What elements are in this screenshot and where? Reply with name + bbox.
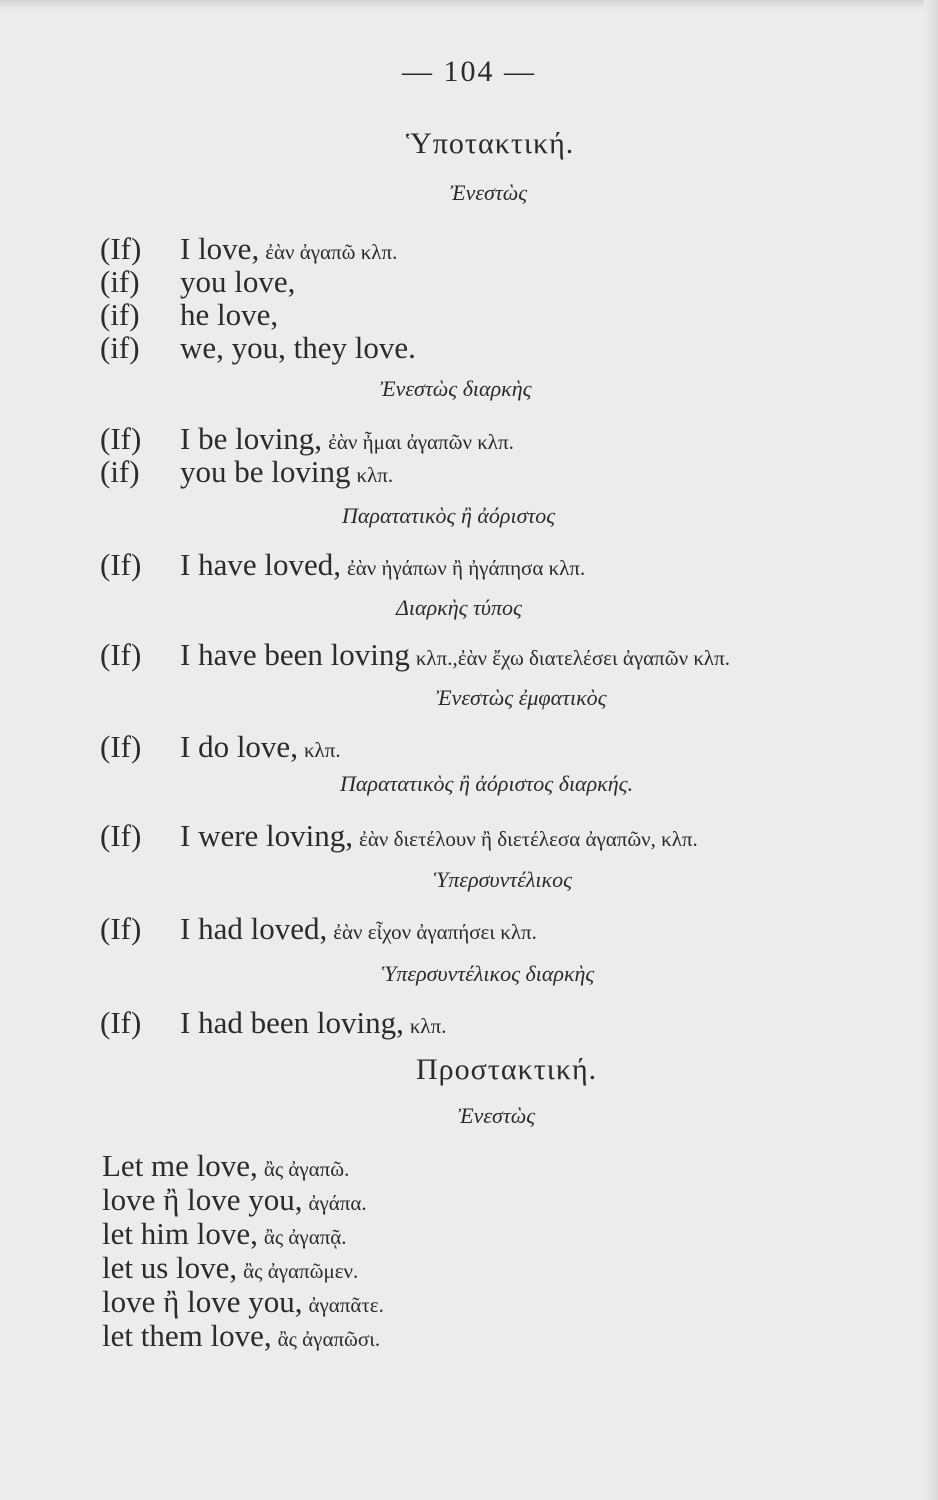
tense-heading-present-emphatic: Ἐνεστὼς ἐμφατικὸς bbox=[436, 685, 607, 710]
condition-label: (If) bbox=[100, 729, 142, 764]
condition-label: (if) bbox=[100, 297, 140, 332]
english-form: love ἢ love you, bbox=[102, 1284, 303, 1319]
greek-form: ἀγάπα. bbox=[308, 1191, 367, 1215]
tense-heading-imperfect-aorist-continuous: Παρατατικὸς ἢ ἀόριστος διαρκής. bbox=[340, 771, 634, 796]
greek-form: κλπ. bbox=[356, 463, 394, 487]
english-form: I had been loving, bbox=[180, 1005, 404, 1040]
english-form: let them love, bbox=[102, 1318, 272, 1353]
condition-label: (If) bbox=[100, 637, 142, 672]
greek-form: κλπ.,ἐὰν ἔχω διατελέσει ἀγαπῶν κλπ. bbox=[415, 646, 730, 670]
condition-label: (If) bbox=[100, 547, 142, 582]
english-form: I have loved, bbox=[180, 547, 341, 582]
conjugation-row bbox=[100, 330, 416, 366]
english-form: I love, bbox=[180, 231, 260, 266]
imperative-row bbox=[102, 1182, 367, 1218]
tense-heading-pluperfect: Ὑπερσυντέλικος bbox=[434, 867, 573, 892]
tense-heading-pluperfect-continuous: Ὑπερσυντέλικος διαρκὴς bbox=[382, 961, 595, 986]
conjugation-row bbox=[100, 637, 730, 676]
imperative-row bbox=[102, 1148, 349, 1184]
english-form: Let me love, bbox=[102, 1148, 258, 1183]
imperative-row bbox=[102, 1250, 358, 1286]
english-form: he love, bbox=[180, 297, 279, 332]
greek-form: ἐὰν ἦμαι ἀγαπῶν κλπ. bbox=[328, 430, 514, 454]
condition-label: (If) bbox=[100, 818, 142, 853]
imperative-row bbox=[102, 1284, 384, 1320]
conjugation-row bbox=[100, 911, 537, 950]
greek-form: κλπ. bbox=[303, 738, 341, 762]
subjunctive-heading: Ὑποτακτική. bbox=[406, 127, 575, 160]
condition-label: (if) bbox=[100, 330, 140, 365]
tense-heading-present: Ἐνεστὼς bbox=[450, 180, 528, 205]
greek-form: ἂς ἀγαπῶμεν. bbox=[243, 1259, 359, 1283]
english-form: we, you, they love. bbox=[180, 330, 416, 365]
conjugation-row bbox=[100, 547, 585, 586]
tense-heading-present-continuous: Ἐνεστὼς διαρκὴς bbox=[380, 376, 532, 401]
english-form: you love, bbox=[180, 264, 296, 299]
english-form: love ἢ love you, bbox=[102, 1182, 303, 1217]
condition-label: (if) bbox=[100, 264, 140, 299]
condition-label: (If) bbox=[100, 1005, 142, 1040]
english-form: I had loved, bbox=[180, 911, 328, 946]
greek-form: ἐὰν ἠγάπων ἢ ἠγάπησα κλπ. bbox=[346, 556, 586, 580]
tense-heading-imperfect-aorist: Παρατατικὸς ἢ ἀόριστος bbox=[342, 503, 556, 528]
conjugation-row bbox=[100, 297, 278, 333]
imperative-heading: Προστακτική. bbox=[416, 1053, 598, 1086]
english-form: let us love, bbox=[102, 1250, 238, 1285]
tense-heading-continuous-form: Διαρκὴς τύπος bbox=[396, 595, 522, 620]
english-form: I do love, bbox=[180, 729, 298, 764]
english-form: I were loving, bbox=[180, 818, 354, 853]
condition-label: (If) bbox=[100, 421, 142, 456]
english-form: you be loving bbox=[180, 454, 351, 489]
greek-form: ἂς ἀγαπῶ. bbox=[263, 1157, 350, 1181]
conjugation-row bbox=[100, 264, 295, 300]
greek-form: ἀγαπᾶτε. bbox=[308, 1293, 384, 1317]
greek-form: ἂς ἀγαπᾷ. bbox=[263, 1225, 347, 1249]
english-form: let him love, bbox=[102, 1216, 258, 1251]
greek-form: ἐὰν ἀγαπῶ κλπ. bbox=[265, 240, 398, 264]
imperative-row bbox=[102, 1318, 380, 1354]
tense-heading-imperative-present: Ἐνεστὼς bbox=[458, 1103, 536, 1128]
english-form: I be loving, bbox=[180, 421, 323, 456]
conjugation-row bbox=[100, 1005, 446, 1044]
conjugation-row bbox=[100, 729, 341, 768]
greek-form: ἂς ἀγαπῶσι. bbox=[277, 1327, 381, 1351]
greek-form: ἐὰν εἶχον ἀγαπήσει κλπ. bbox=[333, 920, 537, 944]
conjugation-row bbox=[100, 454, 393, 493]
greek-form: ἐὰν διετέλουν ἢ διετέλεσα ἀγαπῶν, κλπ. bbox=[359, 827, 698, 851]
condition-label: (if) bbox=[100, 454, 140, 489]
condition-label: (If) bbox=[100, 231, 142, 266]
imperative-row bbox=[102, 1216, 347, 1252]
page-number: — 104 — bbox=[402, 55, 536, 88]
english-form: I have been loving bbox=[180, 637, 410, 672]
condition-label: (If) bbox=[100, 911, 142, 946]
greek-form: κλπ. bbox=[409, 1014, 447, 1038]
conjugation-row bbox=[100, 818, 698, 857]
